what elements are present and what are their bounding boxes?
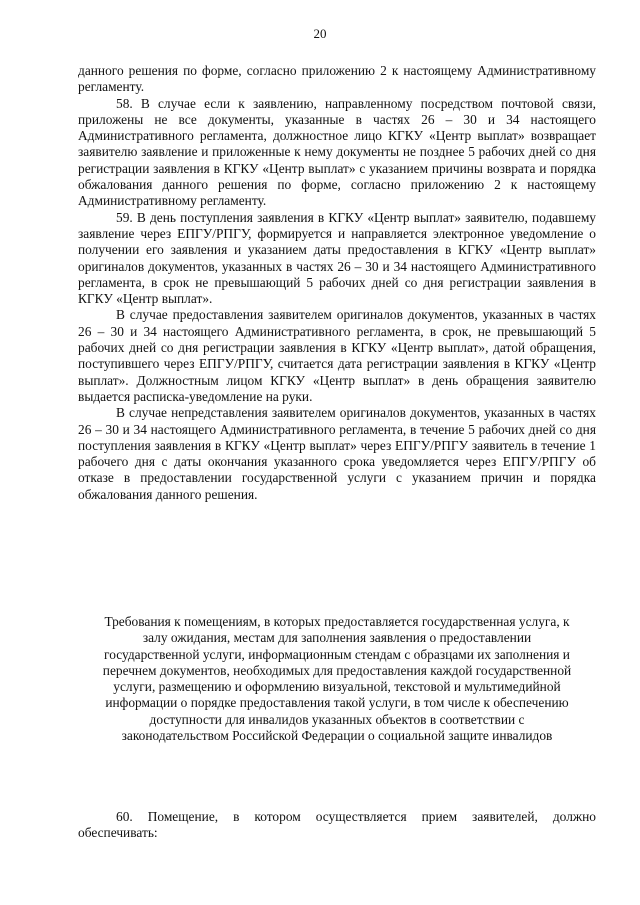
section-heading: Требования к помещениям, в которых предоставляется государственная услуга, к залу ожидания, местам для заполнения заявления о предоставлении государственной услуги, информационным стендам с образцами их заполнения и перечнем документов, необходимых для предоставления каждой государственной услуги, размещению и оформлению визуальной, текстовой и мультимедийной информации о порядке предоставления такой услуги, в том числе к обеспечению доступности для инвалидов указанных объектов в соответствии с законодательством Российской Федерации о социальной защите инвалидов <box>102 614 572 744</box>
paragraph-original-documents-provided: В случае предоставления заявителем оригиналов документов, указанных в частях 26 – 30 и 34 настоящего Административного регламента, в срок, не превышающий 5 рабочих дней со дня регистрации заявления в КГКУ «Центр выплат», датой обращения, поступившего через ЕПГУ/РПГУ, считается дата регистрации заявления в КГКУ «Центр выплат». Должностным лицом КГКУ «Центр выплат» в день обращения заявителю выдается расписка-уведомление на руки. <box>78 307 596 404</box>
page-number: 20 <box>313 26 327 41</box>
paragraph-60: 60. Помещение, в котором осуществляется прием заявителей, должно обеспечивать: <box>78 809 596 841</box>
paragraph-continuation: данного решения по форме, согласно приложению 2 к настоящему Административному регламенту. <box>78 63 596 95</box>
body-text <box>78 63 596 503</box>
paragraph-58: 58. В случае если к заявлению, направленному посредством почтовой связи, приложены не все документы, указанные в частях 26 – 30 и 34 настоящего Административного регламента, должностное лицо КГКУ «Центр выплат» возвращает заявителю заявление и приложенные к нему документы не позднее 5 рабочих дней со дня регистрации заявления в КГКУ «Центр выплат» с указанием причины возврата и порядка обжалования данного решения по форме, согласно приложению 2 к настоящему Административному регламенту. <box>78 95 596 209</box>
paragraph-59: 59. В день поступления заявления в КГКУ «Центр выплат» заявителю, подавшему заявление через ЕПГУ/РПГУ, формируется и направляется электронное уведомление о получении его заявления и указанием даты предоставления в КГКУ «Центр выплат» оригиналов документов, указанных в частях 26 – 30 и 34 настоящего Административного регламента, в срок не превышающий 5 рабочих дней со дня регистрации заявления в КГКУ «Центр выплат». <box>78 209 596 307</box>
paragraph-original-documents-not-provided: В случае непредставления заявителем оригиналов документов, указанных в частях 26 – 30 и 34 настоящего Административного регламента, в течение 5 рабочих дней со дня поступления заявления в КГКУ «Центр выплат» через ЕПГУ/РПГУ заявитель в течение 1 рабочего дня с даты окончания указанного срока уведомляется через ЕПГУ/РПГУ об отказе в предоставлении государственной услуги с указанием причин и порядка обжалования данного решения. <box>78 405 596 502</box>
tail-text <box>78 809 596 842</box>
